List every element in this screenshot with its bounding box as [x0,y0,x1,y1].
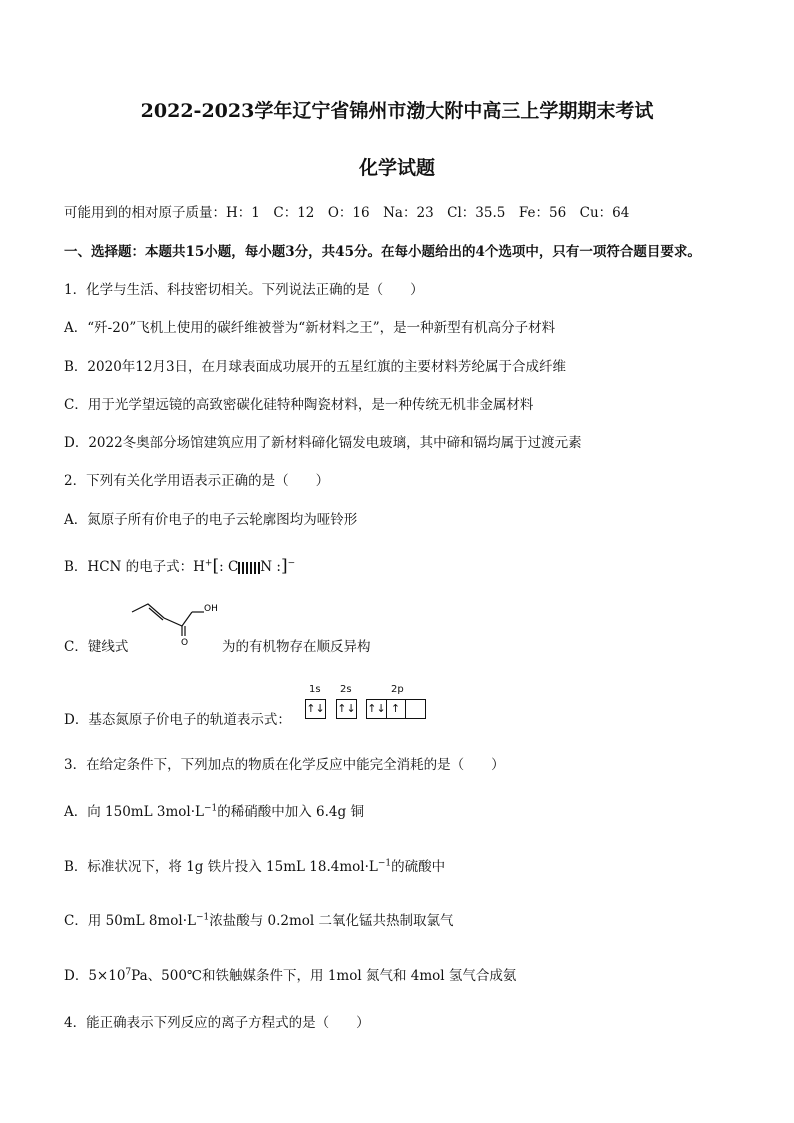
hcn-h-charge: + [204,558,213,569]
q3-b-text-end: 的硫酸中 [391,859,446,875]
skeletal-formula-figure [128,600,220,648]
q3-a-text-end: 的稀硝酸中加入 6.4g 铜 [217,804,364,820]
q2-option-d-prefix: D．基态氮原子价电子的轨道表示式： [64,712,291,728]
q1-option-d: D．2022冬奥部分场馆建筑应用了新材料碲化镉发电玻璃，其中碲和镉均属于过渡元素 [64,435,582,451]
section-heading: 一、选择题：本题共15小题，每小题3分，共45分。在每小题给出的4个选项中，只有一项符合题目要求。 [64,244,701,260]
q3-c-exponent: −1 [195,912,210,923]
orbital-box-1s: ↑↓ [305,699,326,719]
q3-a-exponent: −1 [203,803,218,814]
hcn-charge: − [287,558,296,569]
orbital-1s-label: 1s [309,684,321,695]
q3-c-text-end: 浓盐酸与 0.2mol 二氧化锰共热制取氯气 [209,913,454,929]
q2-stem: 2．下列有关化学用语表示正确的是（ ） [64,473,330,489]
q3-option-b [64,855,445,875]
q1-option-a: A．“歼-20”飞机上使用的碳纤维被誉为“新材料之王”，是一种新型有机高分子材料 [64,320,556,336]
q3-d-exponent: 7 [125,967,132,978]
orbital-2s-label: 2s [340,684,352,695]
hcn-electron-formula: H+[: C N :]− [193,556,296,576]
q1-option-b: B．2020年12月3日，在月球表面成功展开的五星红旗的主要材料芳纶属于合成纤维 [64,359,567,375]
triple-bond-electrons [238,562,260,574]
orbital-box-2p-3 [406,699,426,719]
exam-title: 2022-2023学年辽宁省锦州市渤大附中高三上学期期末考试 [140,100,654,122]
atomic-masses: 可能用到的相对原子质量：H：1 C：12 O：16 Na：23 Cl：35.5 Fe：56 Cu：64 [64,205,630,221]
q3-stem: 3．在给定条件下，下列加点的物质在化学反应中能完全消耗的是（ ） [64,757,505,773]
q2-option-a: A．氮原子所有价电子的电子云轮廓图均为哑铃形 [64,512,358,528]
q2-option-c-suffix: 为的有机物存在顺反异构 [222,639,371,655]
q4-stem: 4．能正确表示下列反应的离子方程式的是（ ） [64,1015,370,1031]
orbital-box-2s: ↑↓ [336,699,357,719]
q3-b-exponent: −1 [377,858,392,869]
q2-option-c-prefix: C．键线式 [64,639,129,655]
q3-b-text: B．标准状况下，将 1g 铁片投入 15mL 18.4mol·L [64,859,378,875]
orbital-box-2p-2: ↑ [386,699,406,719]
q3-d-text-end: Pa、500℃和铁触媒条件下，用 1mol 氮气和 4mol 氢气合成氨 [131,968,517,984]
hcn-c: : C [219,559,239,575]
oh-label: OH [204,604,218,614]
hcn-h: H [193,559,205,575]
q3-a-text: A．向 150mL 3mol·L [64,804,204,820]
hcn-n: N : [260,559,281,575]
o-label: O [181,638,189,648]
orbital-2p-label: 2p [391,684,404,695]
q2-option-b [64,555,295,576]
q1-option-c: C．用于光学望远镜的高致密碳化硅特种陶瓷材料，是一种传统无机非金属材料 [64,397,534,413]
q3-option-c [64,909,454,929]
q3-option-a [64,800,364,820]
subject-title: 化学试题 [358,157,435,179]
q2-option-b-label: B．HCN 的电子式： [64,559,194,575]
orbital-box-2p-1: ↑↓ [366,699,387,719]
q3-c-text: C．用 50mL 8mol·L [64,913,196,929]
q1-stem: 1．化学与生活、科技密切相关。下列说法正确的是（ ） [64,282,424,298]
q3-option-d [64,964,516,984]
q3-d-text: D．5×10 [64,968,126,984]
